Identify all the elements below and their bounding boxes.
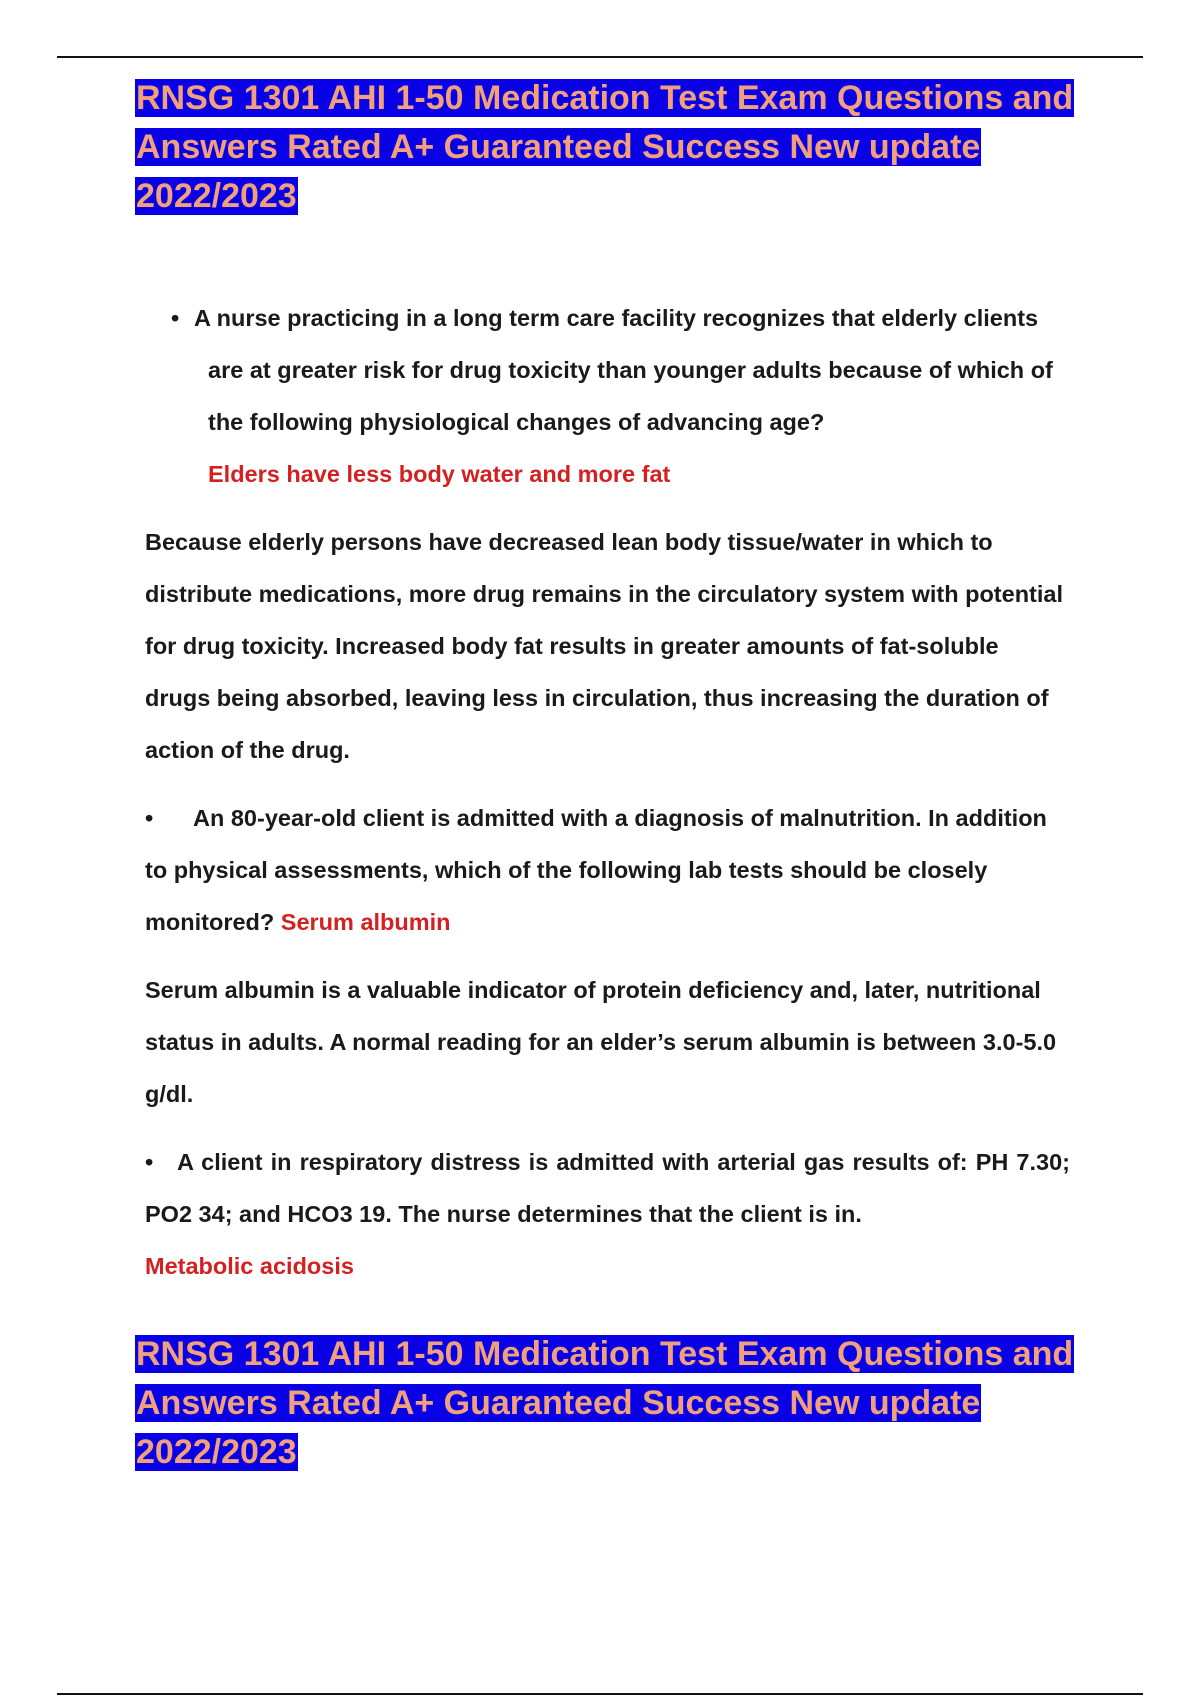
bullet-icon: •	[145, 1149, 154, 1175]
question-3-answer: Metabolic acidosis	[145, 1253, 354, 1279]
top-rule	[57, 56, 1143, 58]
question-2	[145, 792, 1070, 948]
question-3-text: A client in respiratory distress is admitted with arterial gas results of: PH 7.30; PO2 34; and HCO3 19. The nurse determines that the client is in.	[145, 1149, 1070, 1227]
document-body	[145, 292, 1070, 1292]
question-1-explanation: Because elderly persons have decreased lean body tissue/water in which to distribute medications, more drug remains in the circulatory system with potential for drug toxicity. Increased body fat results in greater amounts of fat-soluble drugs being absorbed, leaving less in circulation, thus increasing the duration of action of the drug.	[145, 529, 1064, 763]
document-title-highlight: RNSG 1301 AHI 1-50 Medication Test Exam Questions and Answers Rated A+ Guaranteed Success New update 2022/2023	[136, 79, 1074, 215]
bottom-rule	[57, 1693, 1143, 1695]
question-2-text: An 80-year-old client is admitted with a diagnosis of malnutrition. In addition to physical assessments, which of the following lab tests should be closely monitored?	[145, 805, 1047, 935]
question-2-explanation: Serum albumin is a valuable indicator of protein deficiency and, later, nutritional status in adults. A normal reading for an elder’s serum albumin is between 3.0-5.0 g/dl.	[145, 977, 1057, 1107]
bullet-icon: •	[145, 805, 154, 831]
question-1	[145, 292, 1070, 500]
question-1-text: A nurse practicing in a long term care facility recognizes that elderly clients are at greater risk for drug toxicity than younger adults because of which of the following physiological changes of advancing age?	[194, 305, 1053, 435]
bullet-icon: •	[171, 305, 180, 331]
question-1-answer: Elders have less body water and more fat	[208, 461, 671, 487]
footer-title	[135, 1330, 1085, 1477]
document-title	[135, 74, 1085, 221]
question-3	[145, 1136, 1070, 1292]
question-2-answer: Serum albumin	[280, 909, 451, 935]
footer-title-highlight: RNSG 1301 AHI 1-50 Medication Test Exam Questions and Answers Rated A+ Guaranteed Success New update 2022/2023	[136, 1335, 1074, 1471]
